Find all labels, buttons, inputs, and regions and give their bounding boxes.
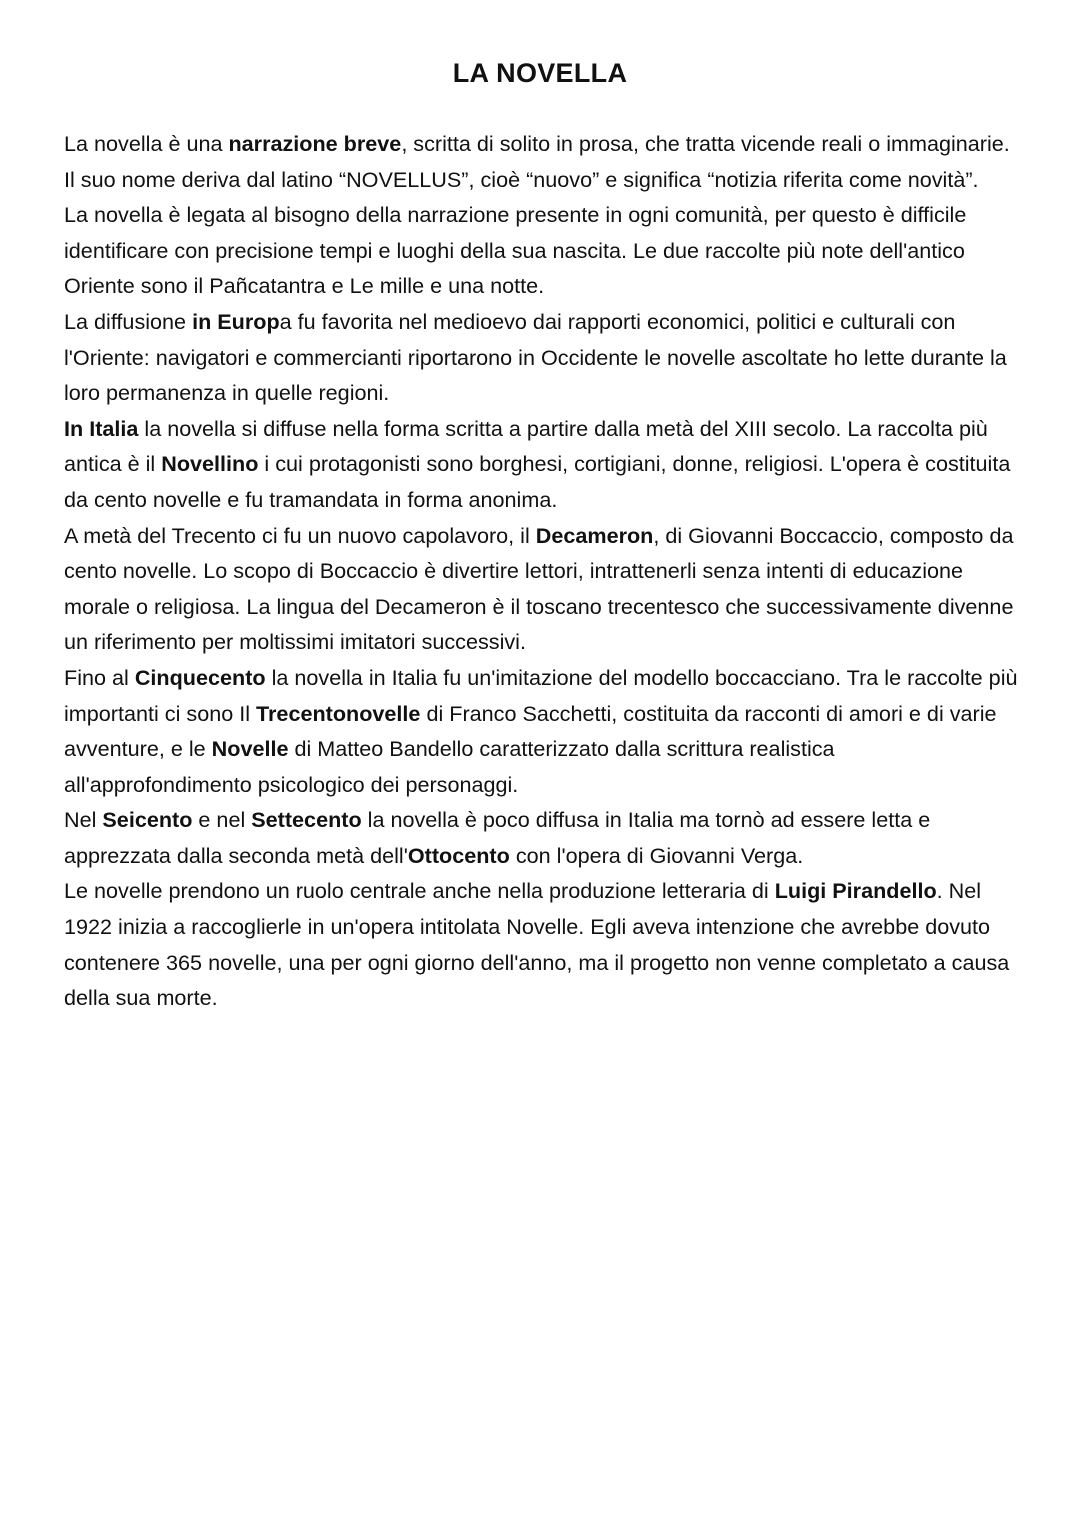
bold-term: Settecento xyxy=(251,807,362,833)
text-run: , di Giovanni Boccaccio, composto da cento novelle. Lo scopo di Boccaccio è divertire lettori, intrattenerli senza intenti di educazione morale o religiosa. La lingua del Decameron è il toscano trecentesco che successivamente divenne un riferimento per moltissimi imitatori successivi. xyxy=(64,522,1014,655)
text-run: , scritta di solito in prosa, che tratta vicende reali o immaginarie. Il suo nome deriva dal latino “NOVELLUS”, cioè “nuovo” e significa “notizia riferita come novità”. xyxy=(64,131,1010,192)
paragraph xyxy=(64,660,1024,802)
text-run: la novella è poco diffusa in Italia ma tornò ad essere letta e apprezzata dalla seconda metà dell' xyxy=(64,807,931,868)
text-run: di Matteo Bandello caratterizzato dalla scrittura realistica all'approfondimento psicologico dei personaggi. xyxy=(64,736,835,797)
text-run: A metà del Trecento ci fu un nuovo capolavoro, il xyxy=(64,522,536,548)
text-run: la novella si diffuse nella forma scritta a partire dalla metà del XIII secolo. La raccolta più antica è il xyxy=(64,415,988,477)
text-run: e nel xyxy=(192,807,252,833)
bold-term: In Italia xyxy=(64,415,139,441)
paragraph xyxy=(64,411,1024,518)
bold-term: Novelle xyxy=(211,736,289,762)
bold-term: Decameron xyxy=(535,522,654,548)
bold-term: Cinquecento xyxy=(134,664,266,690)
text-run: di Franco Sacchetti, costituita da racconti di amori e di varie avventure, e le xyxy=(64,700,997,762)
text-run: La diffusione xyxy=(64,308,193,334)
text-run: la novella in Italia fu un'imitazione del modello boccacciano. Tra le raccolte più importanti ci sono Il xyxy=(64,664,1018,726)
text-run: i cui protagonisti sono borghesi, cortigiani, donne, religiosi. L'opera è costituita da cento novelle e fu tramandata in forma anonima. xyxy=(64,451,1011,512)
text-run: Le novelle prendono un ruolo centrale anche nella produzione letteraria di xyxy=(64,878,775,904)
bold-term: Novellino xyxy=(161,451,259,477)
text-run: Fino al xyxy=(64,664,135,690)
bold-term: Trecentonovelle xyxy=(256,700,421,726)
paragraph xyxy=(64,126,1024,197)
text-run: La novella è legata al bisogno della narrazione presente in ogni comunità, per questo è difficile identificare con precisione tempi e luoghi della sua nascita. Le due raccolte più note dell'antico Oriente sono il Pañcatantra e Le mille e una notte. xyxy=(64,202,967,299)
text-run: a fu favorita nel medioevo dai rapporti economici, politici e culturali con l'Oriente: navigatori e commercianti riportarono in Occidente le novelle ascoltate ho lette durante la loro permanenza in quelle regioni. xyxy=(64,308,1007,406)
text-run: Nel xyxy=(64,807,103,833)
bold-term: Ottocento xyxy=(407,842,510,868)
page-title: LA NOVELLA xyxy=(452,58,628,88)
paragraph xyxy=(64,802,1024,873)
document-body xyxy=(64,126,1024,1016)
paragraph xyxy=(64,304,1024,411)
text-run: . Nel 1922 inizia a raccoglierle in un'opera intitolata Novelle. Egli aveva intenzione che avrebbe dovuto contenere 365 novelle, una per ogni giorno dell'anno, ma il progetto non venne completato a causa della sua morte. xyxy=(64,878,1010,1011)
text-run: La novella è una xyxy=(64,131,229,156)
bold-term: Luigi Pirandello xyxy=(774,878,937,904)
paragraph xyxy=(64,518,1024,660)
bold-term: narrazione breve xyxy=(228,131,402,156)
paragraph xyxy=(64,873,1024,1015)
bold-term: in Europ xyxy=(192,308,280,334)
bold-term: Seicento xyxy=(102,807,193,833)
paragraph xyxy=(64,197,1024,304)
text-run: con l'opera di Giovanni Verga. xyxy=(509,842,804,868)
